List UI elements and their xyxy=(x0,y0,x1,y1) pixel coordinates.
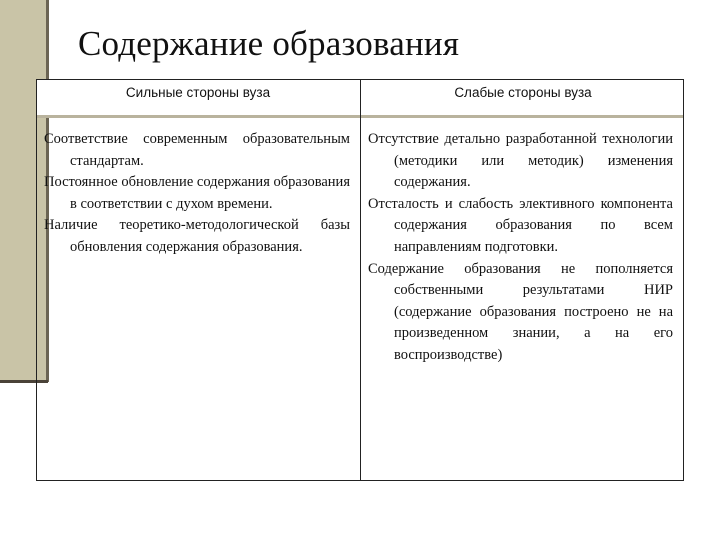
weaknesses-cell xyxy=(368,129,673,367)
weakness-item: Отсталость и слабость элективного компонента содержания образования по всем направлениям подготовки. xyxy=(368,195,673,255)
column-divider xyxy=(360,79,361,481)
weakness-item: Отсутствие детально разработанной технологии (методики или методик) изменения содержания. xyxy=(368,131,673,191)
slide-title: Содержание образования xyxy=(78,24,460,63)
strength-item: Постоянное обновление содержания образования в соответствии с духом времени. xyxy=(44,174,350,212)
strength-item: Соответствие современным образовательным стандартам. xyxy=(44,131,350,169)
strengths-cell xyxy=(44,129,350,259)
header-strengths: Сильные стороны вуза xyxy=(125,85,271,100)
header-weaknesses: Слабые стороны вуза xyxy=(454,85,592,100)
weakness-item: Содержание образования не пополняется собственными результатами НИР (содержание образования построено не на произведенном знании, а на его воспроизводстве) xyxy=(368,260,673,363)
comparison-table xyxy=(36,79,684,481)
strength-item: Наличие теоретико-методологической базы обновления содержания образования. xyxy=(44,217,350,255)
